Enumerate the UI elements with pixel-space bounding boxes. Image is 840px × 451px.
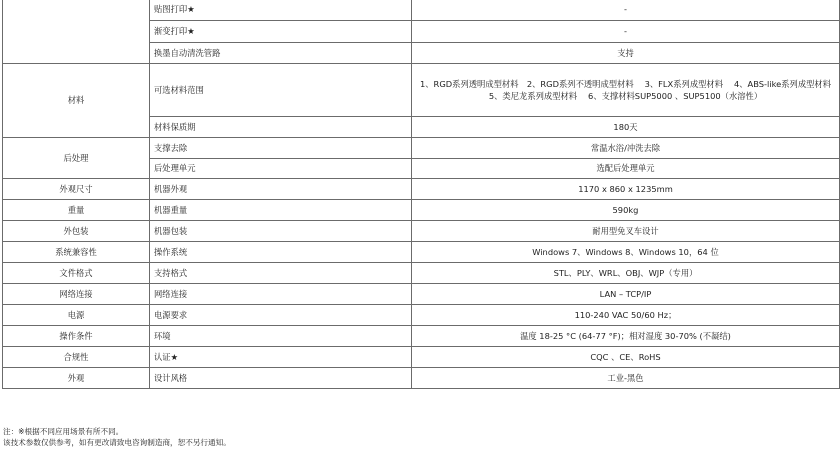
item-cell: 可选材料范围 (150, 64, 412, 117)
table-row (3, 138, 840, 159)
category-cell: 操作条件 (3, 326, 150, 347)
value-cell: 工业-黑色 (412, 368, 840, 389)
value-cell: 常温水浴/冲洗去除 (412, 138, 840, 159)
item-cell: 后处理单元 (150, 159, 412, 179)
table-row (3, 284, 840, 305)
footnote-line: 注：※根据不同应用场景有所不同。 (3, 427, 124, 436)
table-row (3, 179, 840, 200)
table-row (3, 200, 840, 221)
table-row (3, 263, 840, 284)
value-cell: 590kg (412, 200, 840, 221)
item-cell: 机器外观 (150, 179, 412, 200)
value-cell: 1170 x 860 x 1235mm (412, 179, 840, 200)
value-line: 1、RGD系列透明成型材料 2、RGD系列不透明成型材料 3、FLX系列成型材料 4、ABS-like系列成型材料 (419, 79, 832, 89)
item-cell: 机器包装 (150, 221, 412, 242)
footnote-line: 该技术参数仅供参考，如有更改请致电咨询制造商，恕不另行通知。 (3, 438, 231, 447)
category-cell: 外观 (3, 368, 150, 389)
category-cell: 材料 (3, 64, 150, 138)
category-cell: 后处理 (3, 138, 150, 179)
table-row (3, 368, 840, 389)
footnotes (3, 426, 231, 448)
value-cell: - (412, 0, 840, 21)
value-cell: 110-240 VAC 50/60 Hz； (412, 305, 840, 326)
value-cell: 温度 18-25 °C (64-77 °F)；相对湿度 30-70% (不凝结) (412, 326, 840, 347)
table-row (3, 64, 840, 117)
spec-table (2, 0, 840, 389)
category-cell: 网络连接 (3, 284, 150, 305)
value-cell: 选配后处理单元 (412, 159, 840, 179)
item-cell: 网络连接 (150, 284, 412, 305)
table-row (3, 0, 840, 21)
table-row (3, 305, 840, 326)
category-cell (3, 0, 150, 64)
value-cell: STL、PLY、WRL、OBJ、WJP（专用） (412, 263, 840, 284)
table-row (3, 326, 840, 347)
value-cell: CQC 、CE、RoHS (412, 347, 840, 368)
value-cell: Windows 7、Windows 8、Windows 10，64 位 (412, 242, 840, 263)
item-cell: 电源要求 (150, 305, 412, 326)
value-cell: 支持 (412, 43, 840, 64)
value-cell: LAN – TCP/IP (412, 284, 840, 305)
table-row (3, 242, 840, 263)
item-cell: 环境 (150, 326, 412, 347)
item-cell: 支持格式 (150, 263, 412, 284)
item-cell: 贴图打印★ (150, 0, 412, 21)
item-cell: 认证★ (150, 347, 412, 368)
table-row (3, 347, 840, 368)
category-cell: 电源 (3, 305, 150, 326)
item-cell: 换墨自动清洗管路 (150, 43, 412, 64)
value-cell (412, 64, 840, 117)
category-cell: 系统兼容性 (3, 242, 150, 263)
category-cell: 重量 (3, 200, 150, 221)
category-cell: 合规性 (3, 347, 150, 368)
category-cell: 文件格式 (3, 263, 150, 284)
table-row (3, 221, 840, 242)
item-cell: 操作系统 (150, 242, 412, 263)
item-cell: 支撑去除 (150, 138, 412, 159)
category-cell: 外包装 (3, 221, 150, 242)
item-cell: 材料保质期 (150, 117, 412, 138)
item-cell: 渐变打印★ (150, 21, 412, 43)
item-cell: 机器重量 (150, 200, 412, 221)
value-cell: 耐用型免叉车设计 (412, 221, 840, 242)
category-cell: 外观尺寸 (3, 179, 150, 200)
value-cell: 180天 (412, 117, 840, 138)
value-cell: - (412, 21, 840, 43)
item-cell: 设计风格 (150, 368, 412, 389)
value-line: 5、类尼龙系列成型材料 6、支撑材料SUP5000 、SUP5100（水溶性） (488, 91, 763, 101)
